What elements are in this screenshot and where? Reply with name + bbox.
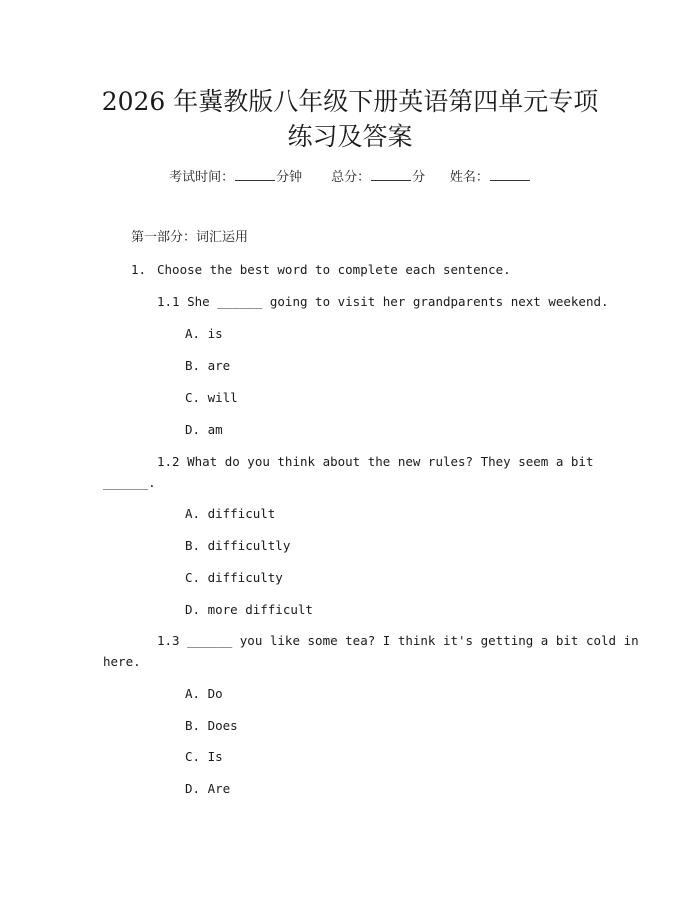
document-title-line-2: 练习及答案 [287,122,413,151]
score-label: 总分： [331,170,371,185]
option-1-3-c: C. Is [185,749,223,764]
name-blank [490,168,530,181]
exam-time-blank [235,168,275,181]
option-1-1-a: A. is [185,326,223,341]
option-1-2-d: D. more difficult [185,602,313,617]
option-1-3-d: D. Are [185,781,231,796]
question-1-number: 1. [131,262,147,277]
option-1-1-c: C. will [185,390,238,405]
option-1-3-b: B. Does [185,718,238,733]
question-1-1-text: 1.1 She ______ going to visit her grandparents next weekend. [157,294,609,309]
option-1-2-b: B. difficultly [185,538,291,553]
option-1-1-d: D. am [185,422,223,437]
section-heading: 第一部分：词汇运用 [131,230,249,245]
exam-time-unit: 分钟 [276,170,303,185]
question-1-2-text-line-1: 1.2 What do you think about the new rules? They seem a bit [157,454,594,469]
option-1-2-a: A. difficult [185,506,276,521]
option-1-1-b: B. are [185,358,231,373]
score-blank [371,168,411,181]
exam-time-label: 考试时间： [169,170,235,185]
option-1-3-a: A. Do [185,686,223,701]
question-1-2-text-line-2: ______. [103,475,156,490]
name-label: 姓名： [449,170,489,185]
question-1-3-text-line-1: 1.3 ______ you like some tea? I think it's getting a bit cold in [157,633,639,648]
score-unit: 分 [412,170,426,185]
exam-meta-line [0,168,700,187]
option-1-2-c: C. difficulty [185,570,283,585]
question-1-3-text-line-2: here. [103,654,141,669]
document-title-line-1: 2026 年冀教版八年级下册英语第四单元专项 [101,87,599,116]
question-1-instruction: Choose the best word to complete each sentence. [157,262,511,277]
